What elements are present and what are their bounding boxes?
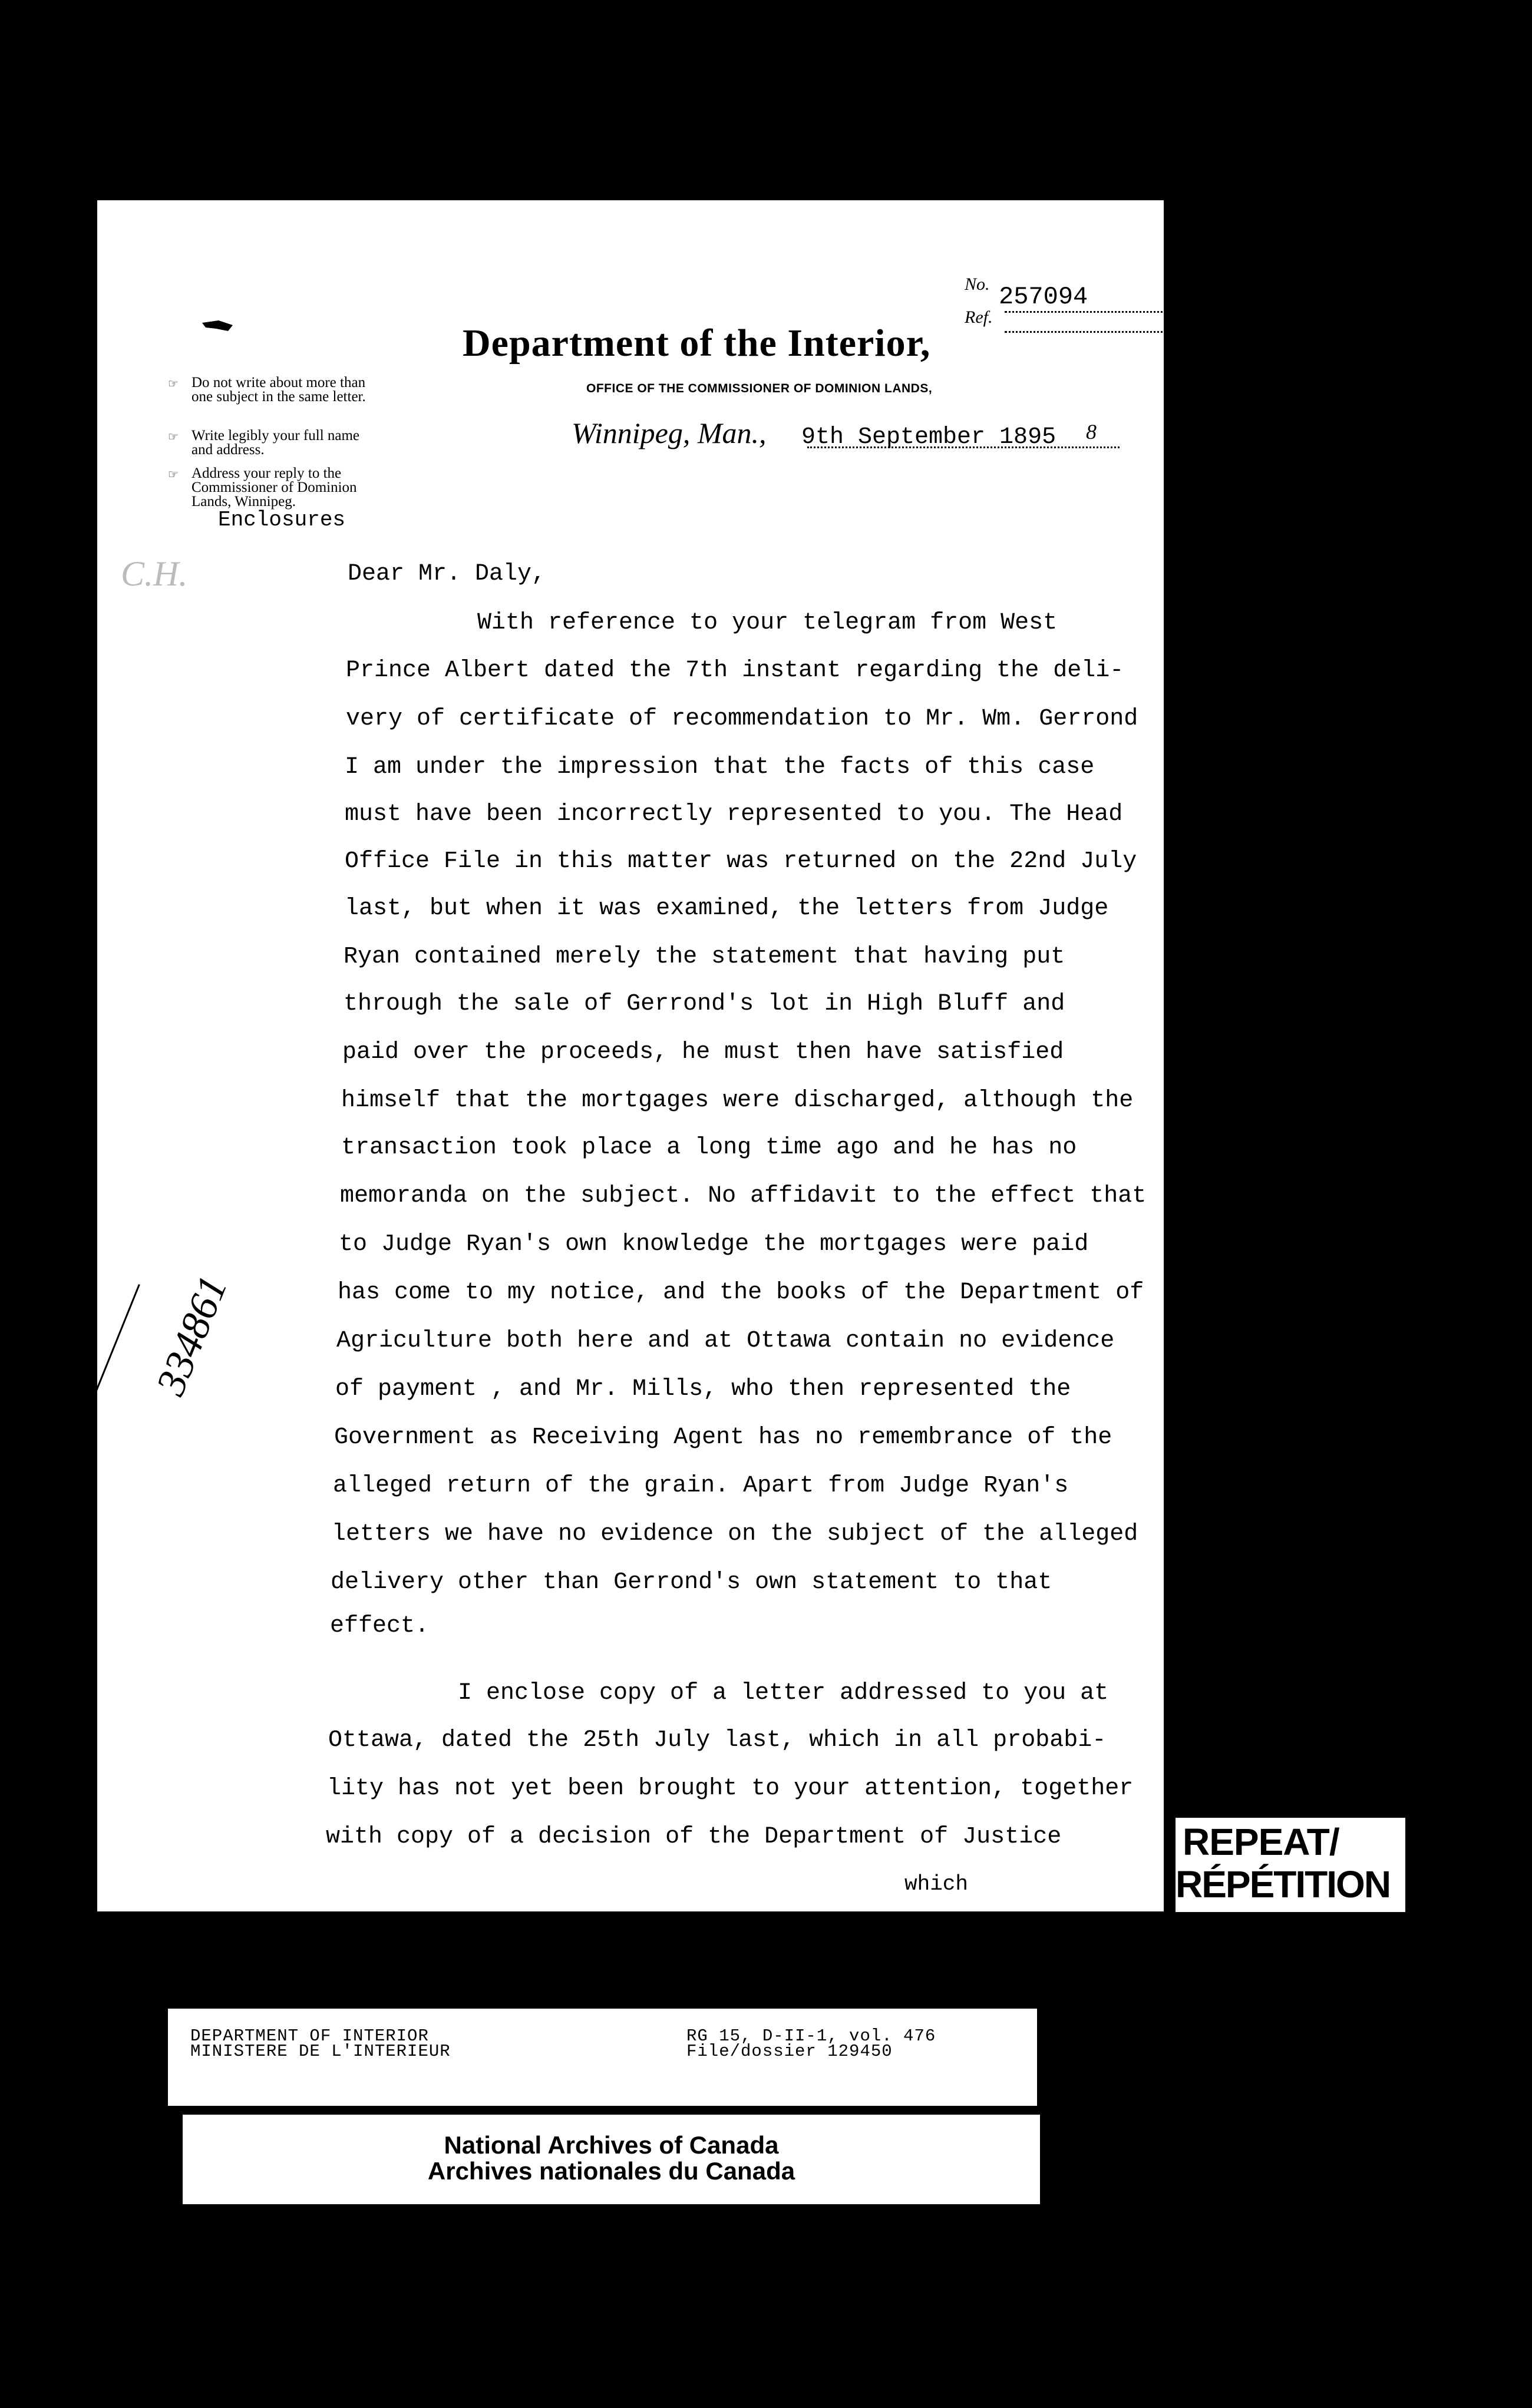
margin-note: C.H.: [121, 554, 188, 593]
reference-number: 257094: [999, 283, 1088, 311]
letter-line: with copy of a decision of the Department of Justice: [326, 1824, 1062, 1850]
letter-line: With reference to your telegram from West: [477, 610, 1058, 636]
letter-line: Agriculture both here and at Ottawa contain no evidence: [336, 1328, 1115, 1354]
letter-line: I enclose copy of a letter addressed to you at: [458, 1680, 1109, 1706]
letter-line: has come to my notice, and the books of the Department of: [338, 1279, 1144, 1306]
instruction-2: ☞ Write legibly your full name and address.: [168, 428, 360, 458]
letter-line: letters we have no evidence on the subject of the alleged: [332, 1521, 1138, 1547]
letter-line: delivery other than Gerrond's own statement to that: [331, 1569, 1052, 1596]
letter-line: of payment , and Mr. Mills, who then represented the: [335, 1376, 1071, 1403]
letter-line: Office File in this matter was returned on the 22nd July: [345, 848, 1137, 875]
letter-line: memoranda on the subject. No affidavit to the effect that: [340, 1183, 1147, 1209]
margin-file-number: 334861: [147, 1269, 236, 1402]
instruction-3: ☞ Address your reply to the Commissioner of Dominion Lands, Winnipeg.: [168, 465, 357, 510]
repeat-stamp-line2: RÉPÉTITION: [1176, 1863, 1391, 1906]
archive-banner: [183, 2115, 1040, 2204]
date-dotted-line: [807, 446, 1120, 448]
file-number: File/dossier 129450: [686, 2042, 893, 2061]
archival-reference-strip: [168, 2009, 1037, 2106]
letter-line: Prince Albert dated the 7th instant regarding the deli-: [346, 657, 1124, 684]
ref-label: Ref.: [965, 307, 993, 327]
letter-line: Ottawa, dated the 25th July last, which in all probabi-: [328, 1727, 1107, 1754]
archive-name-fr: Archives nationales du Canada: [427, 2157, 795, 2185]
hand-pointer-icon: ☞: [168, 431, 179, 444]
department-fr: MINISTERE DE L'INTERIEUR: [190, 2042, 451, 2061]
letter-date: 9th September 1895: [801, 424, 1056, 451]
letter-line: very of certificate of recommendation to Mr. Wm. Gerrond: [346, 706, 1138, 732]
letter-line: paid over the proceeds, he must then have satisfied: [342, 1039, 1064, 1066]
no-label: No.: [965, 274, 990, 294]
margin-stroke: [46, 1284, 140, 1514]
letter-line: to Judge Ryan's own knowledge the mortgages were paid: [339, 1231, 1089, 1258]
ref-dotted-line: [1005, 331, 1181, 333]
letter-page: [97, 200, 1164, 1911]
hand-pointer-icon: ☞: [168, 378, 179, 391]
letter-line: effect.: [330, 1613, 430, 1639]
salutation: Dear Mr. Daly,: [348, 561, 546, 587]
place-line: Winnipeg, Man.,: [572, 416, 767, 449]
date-correction: 8: [1086, 420, 1097, 444]
letter-line: lity has not yet been brought to your attention, together: [327, 1775, 1134, 1802]
repeat-stamp: [1176, 1818, 1405, 1912]
letter-line: transaction took place a long time ago and he has no: [341, 1134, 1077, 1161]
repeat-stamp-line1: REPEAT/: [1183, 1821, 1339, 1863]
letter-line: through the sale of Gerrond's lot in High Bluff and: [344, 991, 1065, 1017]
archive-name-en: National Archives of Canada: [444, 2131, 779, 2159]
letter-line: himself that the mortgages were discharged, although the: [341, 1087, 1134, 1114]
enclosures-label: Enclosures: [218, 508, 346, 532]
catchword: which: [904, 1872, 969, 1896]
department-en: DEPARTMENT OF INTERIOR: [190, 2026, 429, 2046]
department-title: Department of the Interior,: [463, 322, 931, 365]
letter-line: I am under the impression that the facts of this case: [345, 754, 1095, 780]
hand-pointer-icon: ☞: [168, 468, 179, 481]
letter-line: must have been incorrectly represented to you. The Head: [345, 801, 1123, 828]
letter-line: alleged return of the grain. Apart from Judge Ryan's: [333, 1473, 1069, 1499]
letter-line: Government as Receiving Agent has no remembrance of the: [334, 1424, 1112, 1451]
instruction-1: ☞ Do not write about more than one subject in the same letter.: [168, 375, 366, 405]
record-group: RG 15, D-II-1, vol. 476: [686, 2026, 936, 2046]
letter-line: last, but when it was examined, the letters from Judge: [345, 895, 1109, 922]
office-subtitle: OFFICE OF THE COMMISSIONER OF DOMINION LANDS,: [586, 382, 933, 395]
no-dotted-line: [1005, 311, 1181, 313]
pointing-hand-icon: [201, 318, 234, 333]
letter-line: Ryan contained merely the statement that having put: [344, 944, 1065, 970]
